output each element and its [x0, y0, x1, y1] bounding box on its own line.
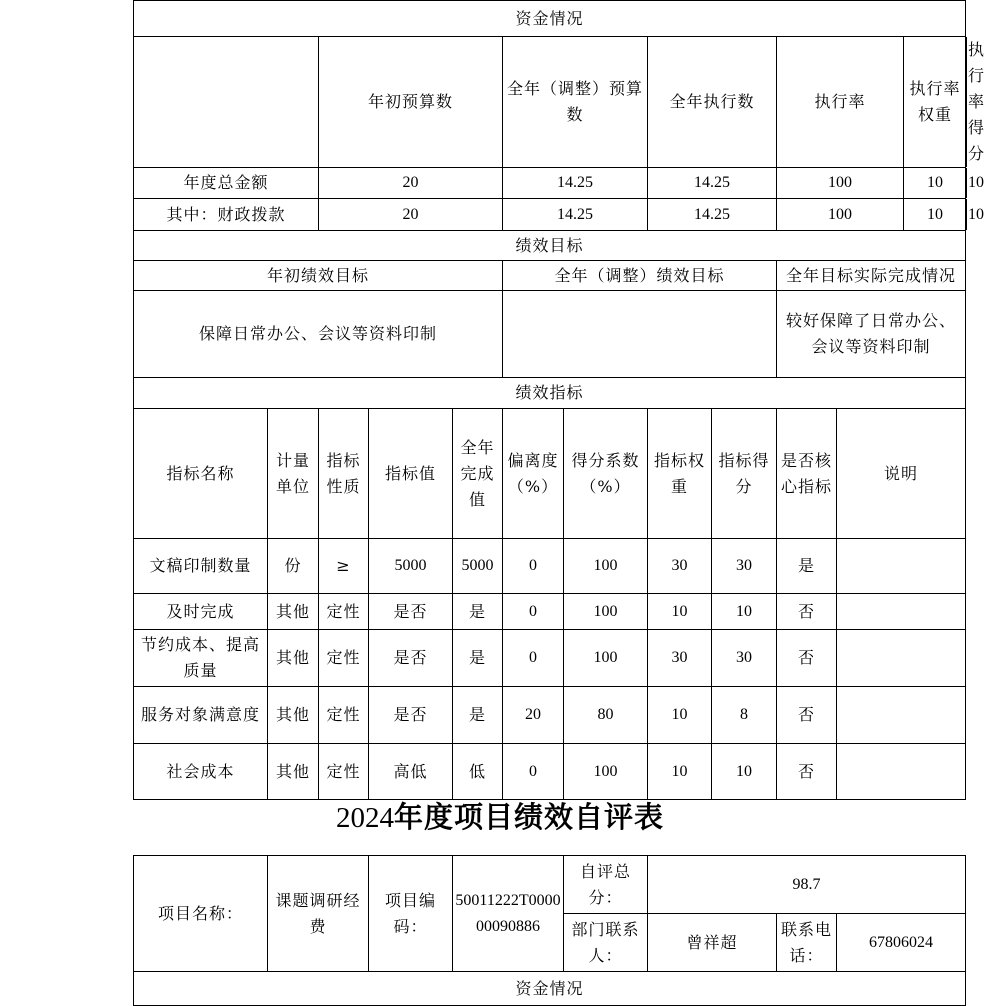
ind-cell: 30 [712, 539, 777, 594]
ind-cell: 是否 [369, 687, 453, 744]
fund-row-total-label: 年度总金额 [134, 168, 319, 199]
goals-header-initial: 年初绩效目标 [134, 261, 503, 291]
fund-section-title: 资金情况 [134, 1, 966, 37]
ind-cell: 及时完成 [134, 594, 268, 630]
ind-cell: 5000 [369, 539, 453, 594]
fund-row-total-rate: 100 [777, 168, 904, 198]
ind-cell: 30 [648, 539, 712, 594]
ind-cell: 20 [503, 687, 564, 744]
fund-row-fiscal-executed: 14.25 [648, 199, 777, 231]
fund-header-blank [134, 37, 319, 168]
ind-header-nature: 指标性质 [319, 409, 369, 539]
ind-cell [837, 539, 966, 594]
ind-cell: 定性 [319, 687, 369, 744]
fund-header-rate-weight: 执行率权重 [904, 37, 967, 167]
fund-header-executed: 全年执行数 [648, 37, 777, 168]
goals-header-actual: 全年目标实际完成情况 [777, 261, 966, 291]
performance-table-upper: 资金情况 年初预算数 全年（调整）预算数 全年执行数 执行率 执行率权重 执行率得分 年度总金额 20 14.25 14.25 100 10 10 其中：财政拨款 20 14.25 14.25 100 10 10 绩效目标 年初绩效目标 全年（调整）绩效目标 全年目标实际完成情况 保障日常办公、会议等资料印制 较好保障了日常办公、会议等资料印制 绩效指标 指标名称 计量单位 指标性质 指标值 全年完成值 偏离度（%） 得分系数（%） 指标权重 指标得分 是否核心指标 说明 文稿印制数量 份 ≥ 5000 5000 0 100 30 30 是 及时完成 其他 定性 是否 是 0 100 10 10 否 节约成本、提高质量 其他 定性 是否 是 0 100 30 30 否 服务对象满意度 其他 定性 是否 是 20 80 10 8 否 社会成本 其他 定性 高低 低 0 100 10 10 否 [133, 0, 966, 800]
ind-cell: 定性 [319, 594, 369, 630]
fund-header-adjusted-budget: 全年（调整）预算数 [503, 37, 648, 168]
score-value: 98.7 [648, 856, 966, 914]
ind-cell: 100 [564, 744, 648, 800]
ind-cell: 高低 [369, 744, 453, 800]
ind-header-target: 指标值 [369, 409, 453, 539]
ind-cell: 服务对象满意度 [134, 687, 268, 744]
performance-table-lower [133, 855, 966, 1006]
fund-row-fiscal-rate: 100 [777, 199, 904, 230]
table-row [134, 687, 966, 744]
contact-label: 部门联系人： [564, 914, 648, 972]
ind-cell: 0 [503, 630, 564, 687]
ind-cell [837, 744, 966, 800]
fund-row-total-weight: 10 [904, 168, 967, 198]
ind-cell: 80 [564, 687, 648, 744]
table-row [134, 539, 966, 594]
phone-value: 67806024 [837, 914, 966, 972]
table-row [134, 630, 966, 687]
ind-cell: 10 [648, 594, 712, 630]
project-name-label: 项目名称： [134, 856, 268, 972]
ind-cell: 其他 [268, 744, 319, 800]
ind-header-weight: 指标权重 [648, 409, 712, 539]
fund-row-total-executed: 14.25 [648, 168, 777, 199]
ind-cell: 低 [453, 744, 503, 800]
ind-cell: 其他 [268, 687, 319, 744]
ind-header-coefficient: 得分系数（%） [564, 409, 648, 539]
ind-cell: 10 [648, 687, 712, 744]
goals-section-title: 绩效目标 [134, 231, 966, 261]
table-row [134, 744, 966, 800]
ind-cell: 定性 [319, 744, 369, 800]
ind-cell: 0 [503, 539, 564, 594]
ind-cell: 10 [712, 594, 777, 630]
ind-cell: 否 [777, 687, 837, 744]
fund-header-exec-rate: 执行率 [777, 37, 904, 167]
ind-cell: 是 [453, 630, 503, 687]
ind-cell [837, 630, 966, 687]
fund-header-initial-budget: 年初预算数 [319, 37, 503, 168]
ind-cell: 100 [564, 630, 648, 687]
ind-cell: 否 [777, 594, 837, 630]
title-year: 2024 [335, 802, 394, 834]
ind-header-name: 指标名称 [134, 409, 268, 539]
ind-header-completed: 全年完成值 [453, 409, 503, 539]
ind-cell: 10 [712, 744, 777, 800]
ind-cell: 否 [777, 630, 837, 687]
ind-cell: 否 [777, 744, 837, 800]
indicators-section-title: 绩效指标 [134, 378, 966, 409]
goals-adjusted-text [503, 291, 777, 378]
ind-header-note: 说明 [837, 409, 966, 539]
ind-header-unit: 计量单位 [268, 409, 319, 539]
goals-header-adjusted: 全年（调整）绩效目标 [503, 261, 777, 291]
ind-cell [837, 687, 966, 744]
title-text: 年度项目绩效自评表 [393, 802, 664, 834]
project-name-value: 课题调研经费 [268, 856, 369, 972]
table-row [134, 594, 966, 630]
ind-cell: 30 [712, 630, 777, 687]
ind-header-deviation: 偏离度（%） [503, 409, 564, 539]
ind-cell: 份 [268, 539, 319, 594]
next-fund-section-title: 资金情况 [134, 972, 966, 1006]
goals-actual-text: 较好保障了日常办公、会议等资料印制 [777, 291, 966, 378]
ind-cell: 社会成本 [134, 744, 268, 800]
page-title [0, 794, 1000, 842]
ind-cell: 8 [712, 687, 777, 744]
ind-cell: 是 [453, 687, 503, 744]
contact-value: 曾祥超 [648, 914, 777, 972]
phone-label: 联系电话： [777, 914, 837, 972]
ind-cell [837, 594, 966, 630]
ind-cell: 10 [648, 744, 712, 800]
goals-initial-text: 保障日常办公、会议等资料印制 [134, 291, 503, 378]
ind-cell: 100 [564, 539, 648, 594]
fund-row-fiscal-weight: 10 [904, 199, 967, 230]
ind-cell: 是 [777, 539, 837, 594]
ind-cell: 其他 [268, 594, 319, 630]
ind-cell: 其他 [268, 630, 319, 687]
ind-cell: 0 [503, 744, 564, 800]
fund-row-total-adjusted: 14.25 [503, 168, 648, 199]
project-code-value: 50011222T000000090886 [453, 856, 564, 972]
ind-cell: 30 [648, 630, 712, 687]
ind-cell: 定性 [319, 630, 369, 687]
project-code-label: 项目编码： [369, 856, 453, 972]
score-label: 自评总分： [564, 856, 648, 914]
fund-row-fiscal-label: 其中：财政拨款 [134, 199, 319, 231]
ind-cell: 是否 [369, 630, 453, 687]
ind-cell: 是 [453, 594, 503, 630]
ind-cell: 5000 [453, 539, 503, 594]
ind-cell: 是否 [369, 594, 453, 630]
ind-header-core: 是否核心指标 [777, 409, 837, 539]
ind-header-score: 指标得分 [712, 409, 777, 539]
fund-row-total-initial: 20 [319, 168, 503, 199]
fund-row-fiscal-adjusted: 14.25 [503, 199, 648, 231]
fund-row-fiscal-initial: 20 [319, 199, 503, 231]
ind-cell: ≥ [319, 539, 369, 594]
ind-cell: 节约成本、提高质量 [134, 630, 268, 687]
ind-cell: 文稿印制数量 [134, 539, 268, 594]
ind-cell: 100 [564, 594, 648, 630]
ind-cell: 0 [503, 594, 564, 630]
